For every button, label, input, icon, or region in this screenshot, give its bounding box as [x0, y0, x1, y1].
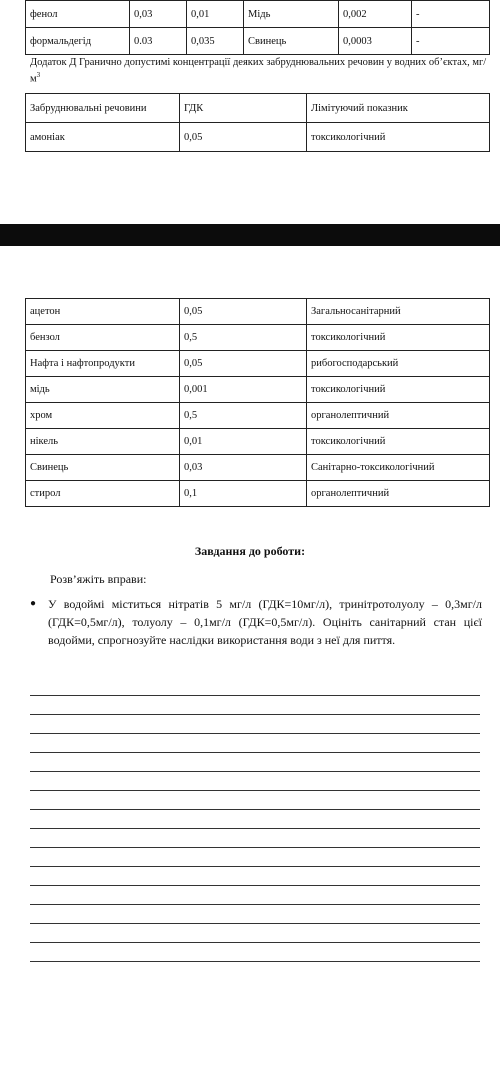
table-cell: Свинець — [244, 28, 339, 55]
table-cell: 0.03 — [130, 28, 187, 55]
answer-line — [30, 790, 480, 791]
table-cell: 0,0003 — [339, 28, 412, 55]
table-row — [26, 325, 490, 351]
table-cell: 0,05 — [180, 351, 307, 377]
table-cell: 0,002 — [339, 1, 412, 28]
table-cell: токсикологічний — [307, 377, 490, 403]
task-text: У водоймі міститься нітратів 5 мг/л (ГДК=10мг/л), тринітротолуолу – 0,3мг/л (ГДК=0,5мг/л), толуолу – 0,1мг/л (ГДК=0,5мг/л). Оцініть санітарний стан цієї водойми, спрогнозуйте наслідки використання води з неї для пиття. — [48, 597, 482, 647]
answer-line — [30, 866, 480, 867]
table-cell: 0,03 — [180, 455, 307, 481]
table-cell: Санітарно-токсикологічний — [307, 455, 490, 481]
table-header-cell: ГДК — [180, 94, 307, 123]
table-cell: формальдегід — [26, 28, 130, 55]
table-cell: нікель — [26, 429, 180, 455]
answer-line — [30, 733, 480, 734]
task-title: Завдання до роботи: — [194, 544, 306, 558]
answer-line — [30, 942, 480, 943]
answer-line — [30, 809, 480, 810]
table-cell: фенол — [26, 1, 130, 28]
answer-line — [30, 771, 480, 772]
table-cell: Нафта і нафтопродукти — [26, 351, 180, 377]
table-row — [26, 481, 490, 507]
table-row — [26, 299, 490, 325]
table-cell: 0,01 — [180, 429, 307, 455]
table-cell: 0,001 — [180, 377, 307, 403]
answer-line — [30, 923, 480, 924]
table-row — [26, 377, 490, 403]
table-row — [26, 455, 490, 481]
table-row — [26, 429, 490, 455]
task-intro: Розв’яжіть вправи: — [50, 572, 147, 586]
table-cell: рибогосподарський — [307, 351, 490, 377]
table-cell: органолептичний — [307, 403, 490, 429]
table-cell: Свинець — [26, 455, 180, 481]
table-cell: 0,01 — [187, 1, 244, 28]
table-cell: хром — [26, 403, 180, 429]
table-cell: 0,5 — [180, 403, 307, 429]
table-header-cell: Забруднювальні речовини — [26, 94, 180, 123]
answer-line — [30, 752, 480, 753]
table-cell: ацетон — [26, 299, 180, 325]
table-cell: Мідь — [244, 1, 339, 28]
answer-line — [30, 904, 480, 905]
answer-line — [30, 847, 480, 848]
appendix-caption-superscript: 3 — [36, 71, 41, 79]
table-cell: Загальносанітарний — [307, 299, 490, 325]
table-cell: мідь — [26, 377, 180, 403]
table-header-cell: Лімітуючий показник — [307, 94, 490, 123]
table-cell: токсикологічний — [307, 429, 490, 455]
table-cell: бензол — [26, 325, 180, 351]
table-cell: - — [412, 28, 490, 55]
page-top — [0, 0, 500, 224]
table-top — [25, 0, 490, 55]
table-continuation — [25, 298, 490, 507]
answer-line — [30, 695, 480, 696]
appendix-caption-text: Додаток Д Гранично допустимі концентрації деяких забруднювальних речовин у водних об’єктах, мг/м — [30, 57, 487, 85]
table-row — [26, 123, 490, 152]
table-row — [26, 403, 490, 429]
table-cell: 0,05 — [180, 299, 307, 325]
page-bottom — [0, 246, 500, 1083]
answer-line — [30, 828, 480, 829]
table-cell: 0,03 — [130, 1, 187, 28]
table-cell: токсикологічний — [307, 123, 490, 152]
table-row — [26, 1, 490, 28]
table-cell: - — [412, 1, 490, 28]
answer-line — [30, 961, 480, 962]
answer-line — [30, 714, 480, 715]
answer-line — [30, 885, 480, 886]
table-cell: 0,1 — [180, 481, 307, 507]
table-cell: 0,05 — [180, 123, 307, 152]
table-cell: 0,5 — [180, 325, 307, 351]
page-separator — [0, 224, 500, 246]
table-cell: стирол — [26, 481, 180, 507]
table-main — [25, 93, 490, 152]
table-cell: токсикологічний — [307, 325, 490, 351]
table-cell: 0,035 — [187, 28, 244, 55]
table-row — [26, 28, 490, 55]
table-cell: органолептичний — [307, 481, 490, 507]
bullet-icon: ● — [30, 598, 37, 609]
table-row — [26, 351, 490, 377]
appendix-caption — [30, 56, 490, 86]
table-cell: амоніак — [26, 123, 180, 152]
table-header-row — [26, 94, 490, 123]
